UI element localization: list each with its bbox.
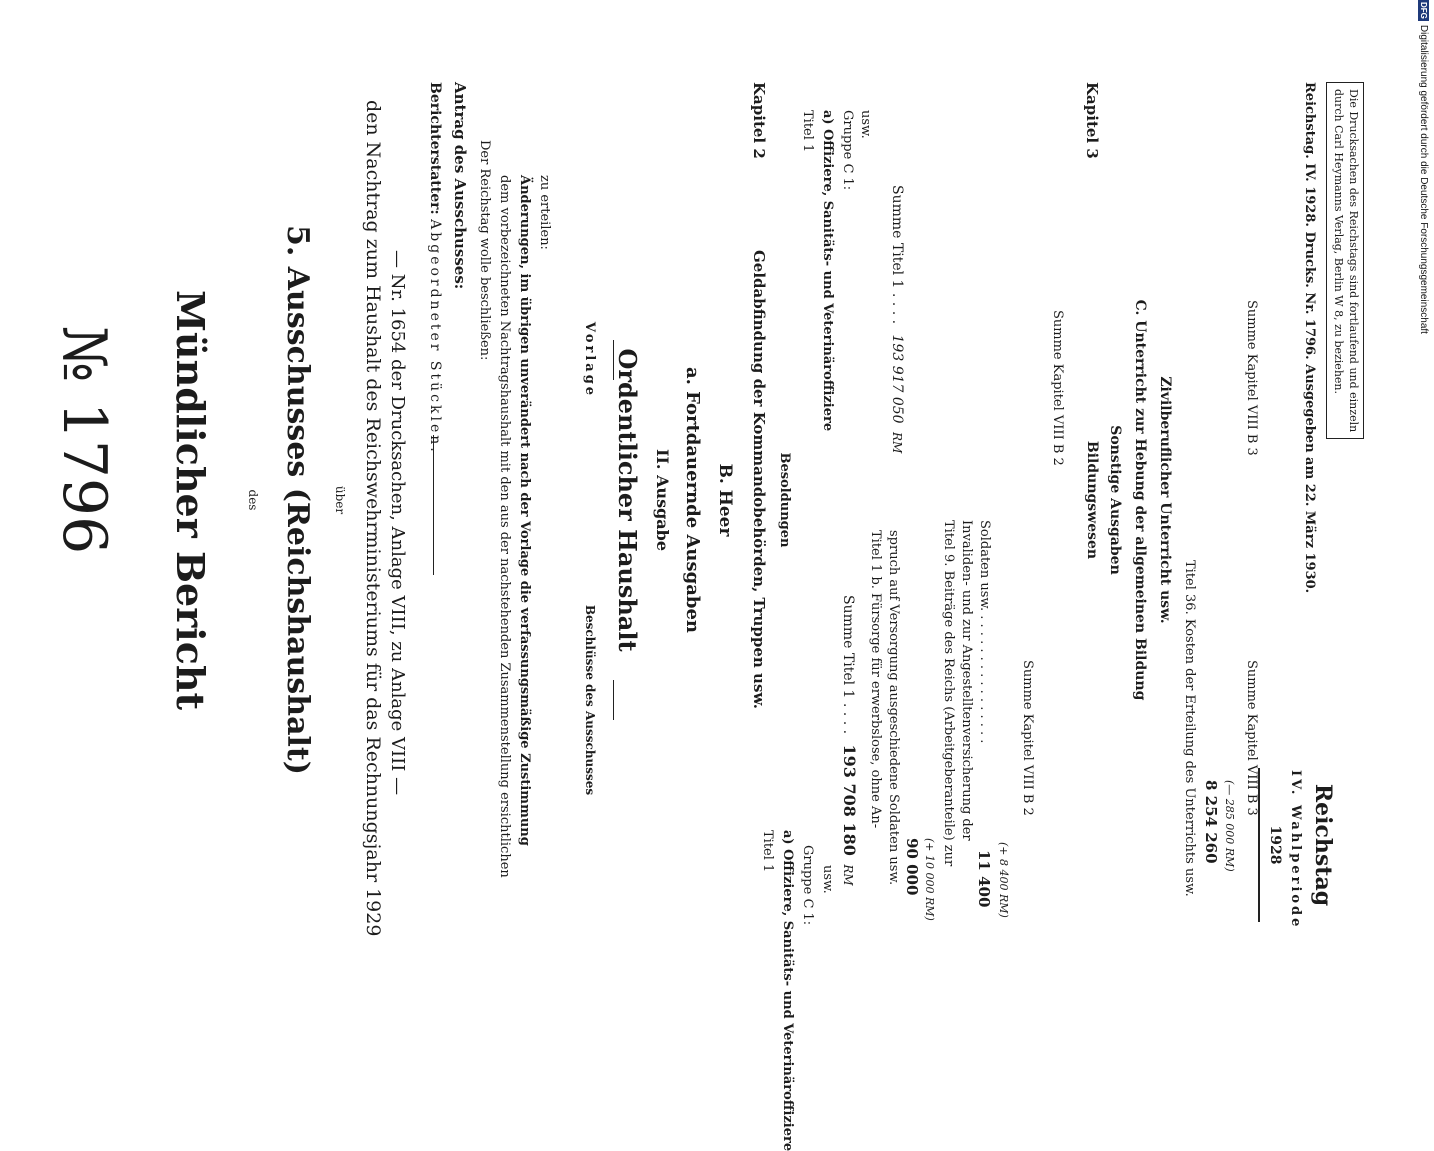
chapter2-label: Kapitel 2 [750, 82, 768, 159]
chapter3-subtitle: Sonstige Ausgaben [1107, 425, 1123, 575]
right-kapitel-sum-b2: Summe Kapitel VIII B 2 [1020, 660, 1035, 816]
right-t36-value: 8 254 260 [1202, 780, 1220, 864]
digitization-credit-text: Digitalisierung gefördert durch die Deutsche Forschungsgemeinschaft [1418, 24, 1430, 334]
right-summe-titel [841, 595, 857, 886]
right-summe-unit: RM [841, 864, 855, 886]
right-usw: usw. [820, 865, 835, 894]
left-summe-label: Summe Titel 1 . . . . [889, 185, 905, 325]
period-label: IV. Wahlperiode [1288, 770, 1303, 930]
right-t36: Titel 36. Kosten der Erteilung des Unterrichts usw. [1182, 560, 1197, 897]
report-reference: — Nr. 1654 der Drucksachen, Anlage VIII, zu Anlage VIII — [387, 250, 408, 796]
right-titel-1: Titel 1 [760, 830, 775, 873]
motion-text-2-content: Änderungen, im übrigen unverändert nach der Vorlage die verfassungsmäßige Zustimmung [517, 175, 532, 846]
chapter2-subtitle: Besoldungen [777, 452, 792, 548]
publisher-note-line1: Die Drucksachen des Reichstags sind fortlaufend und einzeln [1347, 89, 1360, 433]
motion-text-1: dem vorbezeichneten Nachtragshaushalt mit den aus der nachstehenden Zusammenstellung ersichtlichen [497, 175, 512, 878]
left-summe-unit: RM [890, 432, 904, 454]
chapter3-label: Kapitel 3 [1083, 82, 1101, 159]
title-des: des [246, 489, 260, 511]
left-item-officers: a) Offiziere, Sanitäts- und Veterinäroffiziere [820, 110, 835, 432]
right-t1b-line1: Titel 1 b. Fürsorge für erwerbslose, ohne An- [868, 530, 883, 829]
right-t9-line1: Titel 9. Beiträge des Reichs (Arbeitgeberanteile) zur [941, 520, 956, 867]
right-kapitel-sum-b3: Summe Kapitel VIII B 3 [1244, 660, 1259, 816]
right-item-officers: a) Offiziere, Sanitäts- und Veterinäroffiziere [780, 830, 795, 1151]
motion-text-2 [518, 175, 531, 846]
left-summe-titel [890, 185, 904, 453]
right-summe-value: 193 708 180 [840, 744, 859, 856]
budget-branch: B. Heer [715, 463, 735, 537]
document-number: № 1796 [49, 325, 119, 555]
rapporteur [428, 82, 442, 455]
right-t9-line2: Invaliden- und zur Angestelltenversicherung der [959, 520, 974, 841]
right-t9-delta: (+ 8 400 RM) [997, 842, 1010, 918]
chapter2-title: Geldabfindung der Kommandobehörden, Truppen usw. [750, 250, 768, 710]
right-gruppe: Gruppe C 1: [800, 845, 815, 926]
left-titel-1: Titel 1 [800, 110, 815, 153]
footer-line: Reichstag. IV. 1928. Drucks. Nr. 1796. Ausgegeben am 22. März 1930. [1302, 82, 1317, 594]
title-ueber: über [333, 485, 347, 515]
chapter3-title: Bildungswesen [1084, 440, 1100, 560]
report-title: Mündlicher Bericht [168, 289, 213, 711]
left-gruppe: Gruppe C 1: [840, 110, 855, 191]
column-header-beschluesse: Beschlüsse des Ausschusses [583, 604, 597, 796]
year-label: 1928 [1267, 825, 1283, 865]
right-t9-line3: Soldaten usw. . . . . . . . . . . . . . . . . [977, 520, 992, 744]
budget-part: II. Ausgabe [653, 448, 672, 552]
column-rule-right [613, 680, 614, 720]
budget-section: Ordentlicher Haushalt [613, 348, 642, 652]
parliament-name: Reichstag [1310, 783, 1336, 907]
right-t1b-line2: spruch auf Versorgung ausgeschiedene Soldaten usw. [886, 530, 901, 886]
column-header-vorlage: Vorlage [582, 321, 597, 399]
dfg-logo: DFG [1419, 2, 1429, 19]
digitization-credit [1414, 0, 1434, 1000]
publisher-note-line2: durch Carl Heymanns Verlag, Berlin W 8, zu beziehen. [1332, 89, 1346, 394]
title-rule [433, 435, 434, 575]
motion-heading: Antrag des Ausschusses: [451, 82, 469, 290]
motion-intro: Der Reichstag wolle beschließen: [477, 140, 492, 361]
motion-text-3: zu erteilen: [537, 175, 552, 250]
report-subject: den Nachtrag zum Haushalt des Reichswehrministeriums für das Rechnungsjahr 1929 [362, 100, 384, 937]
rapporteur-name: Abgeordneter Stücklen. [427, 219, 443, 455]
left-kapitel-sum-b2: Summe Kapitel VIII B 2 [1050, 310, 1065, 466]
right-t36-delta: (— 285 000 RM) [1223, 780, 1236, 872]
chapter3-sub-c2: Zivilberuflicher Unterricht usw. [1157, 376, 1173, 624]
right-summe-label: Summe Titel 1 . . . . [840, 595, 856, 735]
committee-title: 5. Ausschusses (Reichshaushalt) [280, 225, 315, 775]
rapporteur-label: Berichterstatter: [427, 82, 443, 215]
right-t1b-value: 90 000 [903, 838, 921, 896]
left-usw: usw. [858, 110, 873, 139]
right-t9-value: 11 400 [975, 850, 993, 908]
chapter3-sub-c: C. Unterricht zur Hebung der allgemeinen Bildung [1132, 299, 1148, 701]
budget-subpart: a. Fortdauernde Ausgaben [682, 366, 703, 634]
left-kapitel-sum-b3: Summe Kapitel VIII B 3 [1244, 300, 1259, 456]
digitization-credit-inner [1414, 0, 1434, 400]
right-t1b-delta: (+ 10 000 RM) [923, 838, 936, 921]
left-summe-value: 193 917 050 [889, 334, 905, 424]
publisher-note [1326, 82, 1364, 439]
